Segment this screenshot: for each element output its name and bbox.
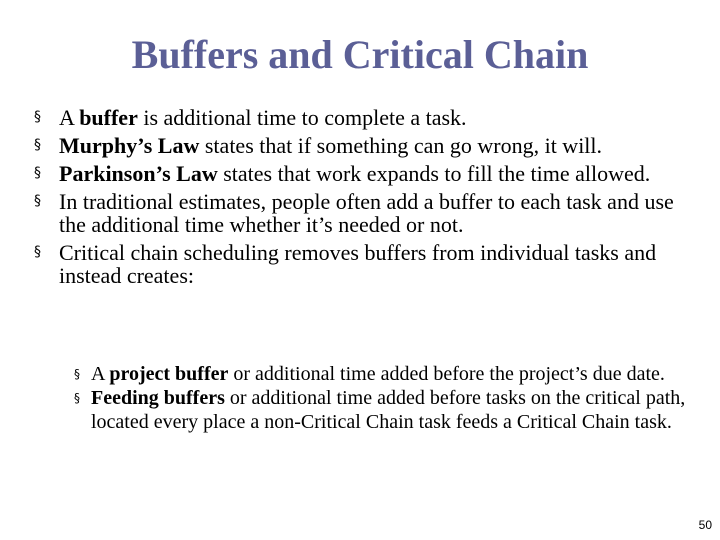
sub-bullet-list <box>74 362 686 434</box>
sub-bullet-text-post: or additional time added before tasks on the critical path, located every place a non-Critical Chain task feeds a Critical Chain task. <box>91 387 686 433</box>
bullet-text: Critical chain scheduling removes buffers from individual tasks and instead creates: <box>59 240 657 288</box>
bullet-marker-icon: § <box>34 109 41 125</box>
sub-bullet-text-bold: project buffer <box>109 363 229 385</box>
sub-bullet-text-post: or additional time added before the project’s due date. <box>228 363 665 385</box>
bullet-marker-icon: § <box>34 165 41 181</box>
sub-bullet-text-pre: A <box>91 363 110 385</box>
sub-bullet-item <box>74 362 686 386</box>
bullet-list <box>34 106 684 292</box>
slide-title: Buffers and Critical Chain <box>131 32 589 77</box>
bullet-item <box>34 162 684 185</box>
bullet-marker-icon: § <box>34 244 41 260</box>
bullet-text-post: states that if something can go wrong, it will. <box>199 133 603 158</box>
sub-bullet-item <box>74 386 686 434</box>
bullet-item <box>34 190 684 236</box>
bullet-text-bold: Parkinson’s Law <box>59 161 218 186</box>
bullet-text-pre: A <box>59 105 80 130</box>
bullet-item <box>34 241 684 287</box>
page-number: 50 <box>698 518 712 532</box>
bullet-marker-icon: § <box>34 137 41 153</box>
bullet-item <box>34 134 684 157</box>
bullet-text-post: is additional time to complete a task. <box>137 105 467 130</box>
sub-bullet-text-bold: Feeding buffers <box>91 387 225 409</box>
bullet-text: In traditional estimates, people often add a buffer to each task and use the additional time whether it’s needed or not. <box>59 189 674 237</box>
bullet-text-post: states that work expands to fill the time allowed. <box>217 161 651 186</box>
sub-bullet-marker-icon: § <box>74 367 80 381</box>
sub-bullet-marker-icon: § <box>74 391 80 405</box>
bullet-item <box>34 106 684 129</box>
bullet-text-bold: Murphy’s Law <box>59 133 200 158</box>
bullet-text-bold: buffer <box>79 105 138 130</box>
bullet-marker-icon: § <box>34 193 41 209</box>
